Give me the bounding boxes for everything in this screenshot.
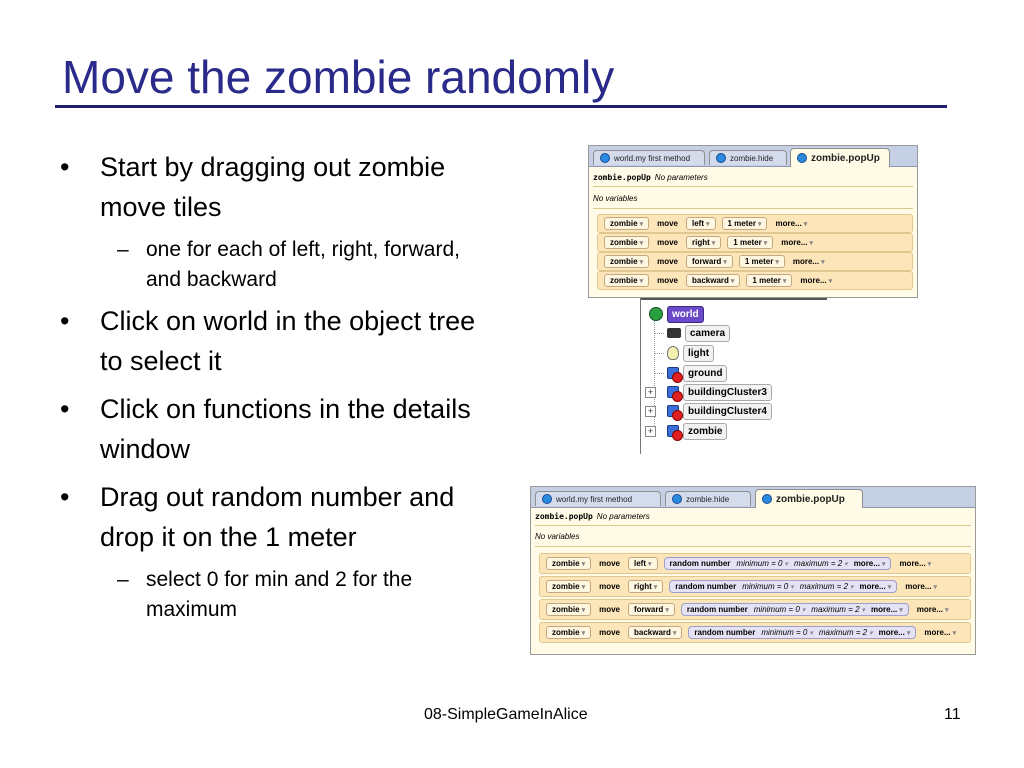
- function-name: random number: [694, 628, 756, 637]
- sub-bullet-glyph: –: [117, 568, 129, 591]
- verb-label: move: [657, 219, 678, 228]
- direction-chip[interactable]: right ▾: [628, 580, 663, 593]
- verb-label: move: [599, 605, 620, 614]
- direction-chip[interactable]: left ▾: [686, 217, 716, 230]
- slide-title: Move the zombie randomly: [62, 51, 615, 103]
- maximum-arg[interactable]: maximum = 2 ▾: [799, 582, 854, 591]
- tab-label: zombie.popUp: [776, 493, 845, 505]
- maximum-arg[interactable]: maximum = 2 ▾: [811, 605, 866, 614]
- bullet-text: Click on functions in the details window: [100, 394, 471, 464]
- direction-chip[interactable]: forward ▾: [686, 255, 733, 268]
- random-number-function[interactable]: [664, 557, 892, 570]
- bullet-glyph: •: [60, 152, 70, 182]
- more-dropdown[interactable]: more... ▾: [916, 605, 949, 614]
- verb-label: move: [599, 582, 620, 591]
- verb-label: move: [657, 238, 678, 247]
- object-icon: [667, 367, 679, 379]
- move-statement-forward[interactable]: [539, 599, 971, 620]
- tab-label: world.my first method: [556, 494, 633, 504]
- direction-chip[interactable]: backward ▾: [686, 274, 740, 287]
- tree-item-buildingcluster3[interactable]: [667, 383, 772, 401]
- object-chip[interactable]: zombie ▾: [546, 603, 591, 616]
- method-ball-icon: [542, 494, 552, 504]
- slide-footer: 08-SimpleGameInAlice: [424, 706, 588, 723]
- more-dropdown[interactable]: more... ▾: [905, 582, 937, 591]
- object-chip[interactable]: zombie ▾: [546, 626, 591, 639]
- move-statement-right[interactable]: [539, 576, 971, 597]
- method-header: [535, 512, 650, 521]
- divider: [535, 525, 971, 526]
- random-number-function[interactable]: [669, 580, 897, 593]
- method-editor-screenshot-1: [588, 145, 918, 298]
- object-chip[interactable]: zombie ▾: [546, 580, 591, 593]
- sub-bullet-item: [60, 565, 500, 625]
- more-dropdown[interactable]: more... ▾: [775, 219, 808, 228]
- bullet-text: Drag out random number and drop it on the 1 meter: [100, 482, 455, 552]
- tree-item-label: world: [667, 306, 704, 323]
- method-tab-bar: [531, 487, 975, 508]
- method-editor-screenshot-2: [530, 486, 976, 655]
- function-name: random number: [686, 605, 748, 614]
- method-ball-icon: [797, 153, 807, 163]
- minimum-arg[interactable]: minimum = 0 ▾: [736, 559, 788, 568]
- method-ball-icon: [600, 153, 610, 163]
- method-name: zombie.popUp: [535, 512, 593, 521]
- bullet-text: Click on world in the object tree to select it: [100, 306, 476, 376]
- tree-item-label: ground: [683, 365, 727, 382]
- more-dropdown[interactable]: more... ▾: [781, 238, 814, 247]
- bullet-item: [60, 389, 500, 469]
- minimum-arg[interactable]: minimum = 0 ▾: [761, 628, 813, 637]
- verb-label: move: [599, 559, 620, 568]
- tab-world-my-first-method[interactable]: [535, 491, 661, 506]
- tree-item-label: buildingCluster3: [683, 384, 772, 401]
- tree-connector: [654, 373, 664, 374]
- bullet-item: [60, 147, 500, 227]
- sub-bullet-text: select 0 for min and 2 for the maximum: [146, 568, 413, 621]
- tree-item-label: buildingCluster4: [683, 403, 772, 420]
- bullet-item: [60, 477, 500, 557]
- divider: [535, 546, 971, 547]
- tree-item-zombie[interactable]: [667, 422, 727, 440]
- camera-icon: [667, 328, 681, 338]
- maximum-arg[interactable]: maximum = 2 ▾: [818, 628, 873, 637]
- tree-item-ground[interactable]: [667, 364, 727, 382]
- minimum-arg[interactable]: minimum = 0 ▾: [753, 605, 806, 614]
- page-number: 11: [944, 706, 961, 723]
- move-statement-forward[interactable]: [597, 252, 913, 271]
- verb-label: move: [599, 628, 620, 637]
- verb-label: move: [657, 276, 678, 285]
- tree-item-camera[interactable]: [667, 324, 730, 342]
- direction-chip[interactable]: backward ▾: [628, 626, 682, 639]
- sub-bullet-glyph: –: [117, 238, 129, 261]
- expand-icon[interactable]: +: [645, 426, 656, 437]
- direction-chip[interactable]: forward ▾: [628, 603, 675, 616]
- function-name: random number: [669, 559, 731, 568]
- no-variables-label: No variables: [535, 532, 580, 541]
- tab-zombie-popup[interactable]: [755, 489, 863, 508]
- object-icon: [667, 425, 679, 437]
- amount-chip[interactable]: 1 meter ▾: [746, 274, 792, 287]
- minimum-arg[interactable]: minimum = 0 ▾: [742, 582, 794, 591]
- more-dropdown[interactable]: more... ▾: [800, 276, 833, 285]
- tree-item-world[interactable]: [649, 305, 704, 323]
- expand-icon[interactable]: +: [645, 406, 656, 417]
- expand-icon[interactable]: +: [645, 387, 656, 398]
- verb-label: move: [657, 257, 678, 266]
- amount-chip[interactable]: 1 meter ▾: [739, 255, 785, 268]
- tree-connector: [654, 333, 664, 334]
- object-chip[interactable]: zombie ▾: [604, 255, 649, 268]
- tab-zombie-hide[interactable]: [709, 150, 787, 165]
- no-variables-label: No variables: [593, 194, 638, 203]
- divider: [593, 208, 913, 209]
- method-params: No parameters: [596, 512, 650, 521]
- divider: [593, 186, 913, 187]
- direction-chip[interactable]: left ▾: [628, 557, 658, 570]
- more-dropdown[interactable]: more... ▾: [924, 628, 957, 637]
- method-name: zombie.popUp: [593, 173, 651, 182]
- function-more-dropdown[interactable]: more... ▾: [859, 582, 892, 591]
- bullet-glyph: •: [60, 306, 70, 336]
- tree-top-border: [641, 298, 827, 300]
- sub-bullet-item: [60, 235, 500, 295]
- bullet-list: [60, 147, 500, 631]
- object-icon: [667, 405, 679, 417]
- object-icon: [667, 386, 679, 398]
- function-more-dropdown[interactable]: more... ▾: [871, 605, 903, 614]
- tab-label: zombie.hide: [730, 153, 774, 163]
- tree-item-label: zombie: [683, 423, 727, 440]
- more-dropdown[interactable]: more... ▾: [792, 257, 825, 266]
- move-statement-left[interactable]: [597, 214, 913, 233]
- random-number-function[interactable]: [681, 603, 909, 616]
- function-name: random number: [675, 582, 737, 591]
- move-statement-backward[interactable]: [539, 622, 971, 643]
- function-more-dropdown[interactable]: more... ▾: [853, 559, 886, 568]
- object-chip[interactable]: zombie ▾: [604, 274, 649, 287]
- light-bulb-icon: [667, 346, 679, 360]
- bullet-glyph: •: [60, 394, 70, 424]
- tree-connector: [654, 353, 664, 354]
- amount-chip[interactable]: 1 meter ▾: [722, 217, 768, 230]
- bullet-item: [60, 301, 500, 381]
- direction-chip[interactable]: right ▾: [686, 236, 721, 249]
- tab-zombie-popup[interactable]: [790, 148, 890, 167]
- object-chip[interactable]: zombie ▾: [546, 557, 591, 570]
- title-underline: [55, 105, 947, 108]
- amount-chip[interactable]: 1 meter ▾: [727, 236, 773, 249]
- bullet-text: Start by dragging out zombie move tiles: [100, 152, 446, 222]
- method-ball-icon: [762, 494, 772, 504]
- globe-icon: [649, 307, 663, 321]
- method-tab-bar: [589, 146, 917, 167]
- move-statement-left[interactable]: [539, 553, 971, 574]
- function-more-dropdown[interactable]: more... ▾: [878, 628, 911, 637]
- more-dropdown[interactable]: more... ▾: [899, 559, 932, 568]
- tab-label: world.my first method: [614, 153, 691, 163]
- move-statement-right[interactable]: [597, 233, 913, 252]
- tree-item-buildingcluster4[interactable]: [667, 402, 772, 420]
- object-chip[interactable]: zombie ▾: [604, 217, 649, 230]
- tab-zombie-hide[interactable]: [665, 491, 751, 506]
- method-ball-icon: [672, 494, 682, 504]
- method-params: No parameters: [654, 173, 708, 182]
- move-statement-backward[interactable]: [597, 271, 913, 290]
- tab-label: zombie.popUp: [811, 152, 880, 164]
- tree-item-light[interactable]: [667, 344, 714, 362]
- tab-world-my-first-method[interactable]: [593, 150, 705, 165]
- tab-label: zombie.hide: [686, 494, 730, 504]
- object-tree-screenshot: [640, 298, 827, 454]
- tree-item-label: camera: [685, 325, 730, 342]
- random-number-function[interactable]: [688, 626, 916, 639]
- method-ball-icon: [716, 153, 726, 163]
- tree-item-label: light: [683, 345, 714, 362]
- object-chip[interactable]: zombie ▾: [604, 236, 649, 249]
- maximum-arg[interactable]: maximum = 2 ▾: [793, 559, 848, 568]
- sub-bullet-text: one for each of left, right, forward, and backward: [146, 238, 460, 291]
- method-header: [593, 173, 708, 182]
- bullet-glyph: •: [60, 482, 70, 512]
